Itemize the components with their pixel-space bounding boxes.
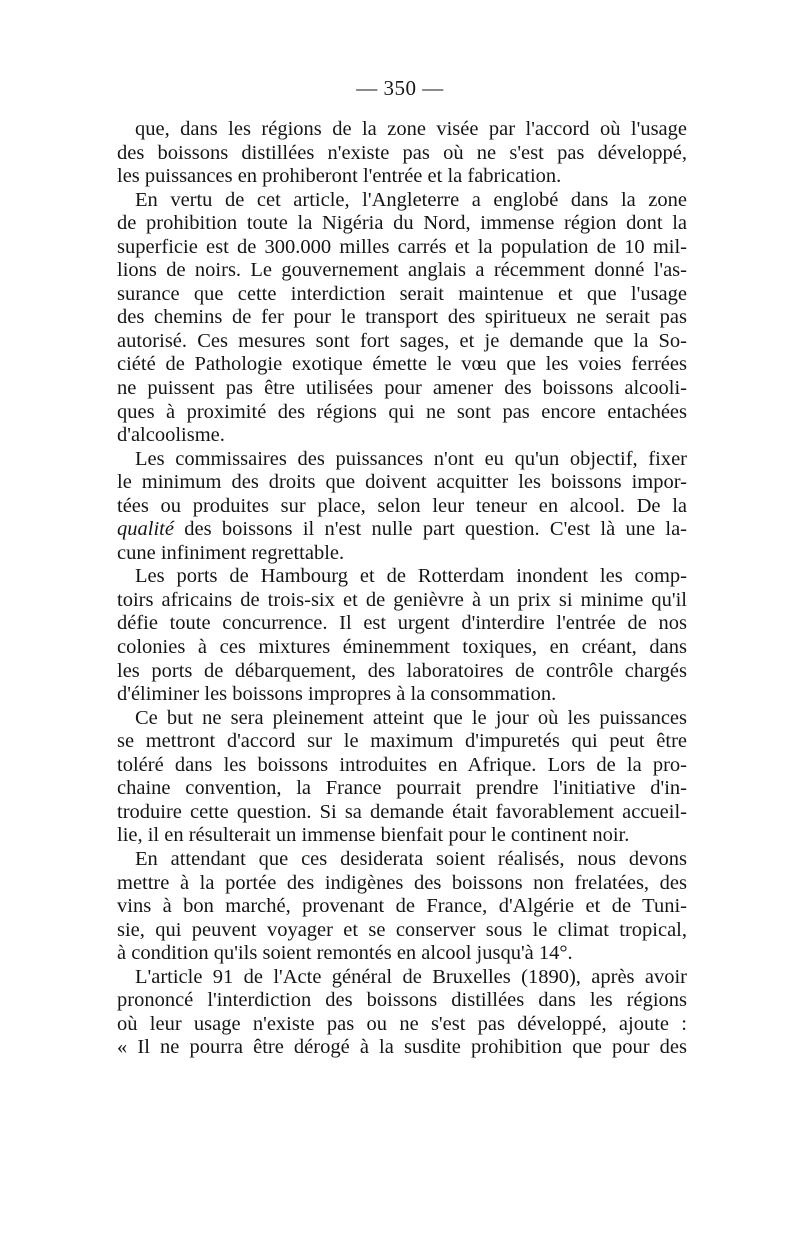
text-line: Les commissaires des puissances n'ont eu qu'un objectif, fixer [135,447,687,470]
paragraph [117,966,687,1060]
text-line: le minimum des droits que doivent acquitter les boissons impor- [117,471,687,494]
text-line: où leur usage n'existe pas ou ne s'est pas développé, ajoute : [117,1012,687,1035]
text-line: superficie est de 300.000 milles carrés et la population de 10 mil- [117,235,687,258]
paragraph [117,448,687,566]
text-line: tées ou produites sur place, selon leur teneur en alcool. De la [117,494,687,517]
text-line: à condition qu'ils soient remontés en alcool jusqu'à 14°. [117,942,573,965]
text-line: cune infiniment regrettable. [117,541,345,564]
text-line: ques à proximité des régions qui ne sont pas encore entachées [117,400,687,423]
text-line: mettre à la portée des indigènes des boissons non frelatées, des [117,871,687,894]
text-line: toirs africains de trois-six et de genièvre à un prix si minime qu'il [117,588,687,611]
text-line: En attendant que ces desiderata soient réalisés, nous devons [135,847,687,870]
text-line: surance que cette interdiction serait maintenue et que l'usage [117,282,687,305]
text-line: troduire cette question. Si sa demande était favorablement accueil- [117,800,687,823]
text-line: d'alcoolisme. [117,424,225,447]
text-line: sie, qui peuvent voyager et se conserver sous le climat tropical, [117,918,687,941]
text-line: ciété de Pathologie exotique émette le vœu que les voies ferrées [117,353,687,376]
text-line: autorisé. Ces mesures sont fort sages, et je demande que la So- [117,329,687,352]
text-line: prononcé l'interdiction des boissons distillées dans les régions [117,989,687,1012]
text-line: que, dans les régions de la zone visée par l'accord où l'usage [135,118,687,140]
text-line: des chemins de fer pour le transport des spiritueux ne serait pas [117,306,687,329]
page-number: — 350 — [356,76,444,100]
paragraph [117,707,687,848]
text-line: vins à bon marché, provenant de France, d'Algérie et de Tuni- [117,895,687,918]
body-text [117,118,687,1060]
text-line: qualité des boissons il n'est nulle part question. C'est là une la- [117,518,687,541]
paragraph [117,189,687,448]
text-line: L'article 91 de l'Acte général de Bruxelles (1890), après avoir [135,965,687,988]
text-line: Ce but ne sera pleinement atteint que le jour où les puissances [135,706,687,729]
text-line: colonies à ces mixtures éminemment toxiques, en créant, dans [117,636,687,659]
text-line: des boissons distillées n'existe pas où ne s'est pas développé, [117,141,687,164]
text-line: chaine convention, la France pourrait prendre l'initiative d'in- [117,777,687,800]
text-line: de prohibition toute la Nigéria du Nord, immense région dont la [117,212,687,235]
text-line: les puissances en prohiberont l'entrée et la fabrication. [117,165,562,188]
text-line: lions de noirs. Le gouvernement anglais a récemment donné l'as- [117,259,687,282]
paragraph [117,848,687,966]
text-line: toléré dans les boissons introduites en Afrique. Lors de la pro- [117,753,687,776]
text-line: En vertu de cet article, l'Angleterre a englobé dans la zone [135,188,687,211]
text-line: défie toute concurrence. Il est urgent d'interdire l'entrée de nos [117,612,687,635]
text-line: ne puissent pas être utilisées pour amener des boissons alcooli- [117,377,687,400]
paragraph [117,118,687,189]
paragraph [117,565,687,706]
text-line: Les ports de Hambourg et de Rotterdam inondent les comp- [135,565,687,588]
text-line: « Il ne pourra être dérogé à la susdite prohibition que pour des [117,1036,687,1059]
text-line: lie, il en résulterait un immense bienfait pour le continent noir. [117,824,630,847]
text-line: les ports de débarquement, des laboratoires de contrôle chargés [117,659,687,682]
text-line: se mettront d'accord sur le maximum d'impuretés qui peut être [117,730,687,753]
text-line: d'éliminer les boissons impropres à la consommation. [117,683,557,706]
